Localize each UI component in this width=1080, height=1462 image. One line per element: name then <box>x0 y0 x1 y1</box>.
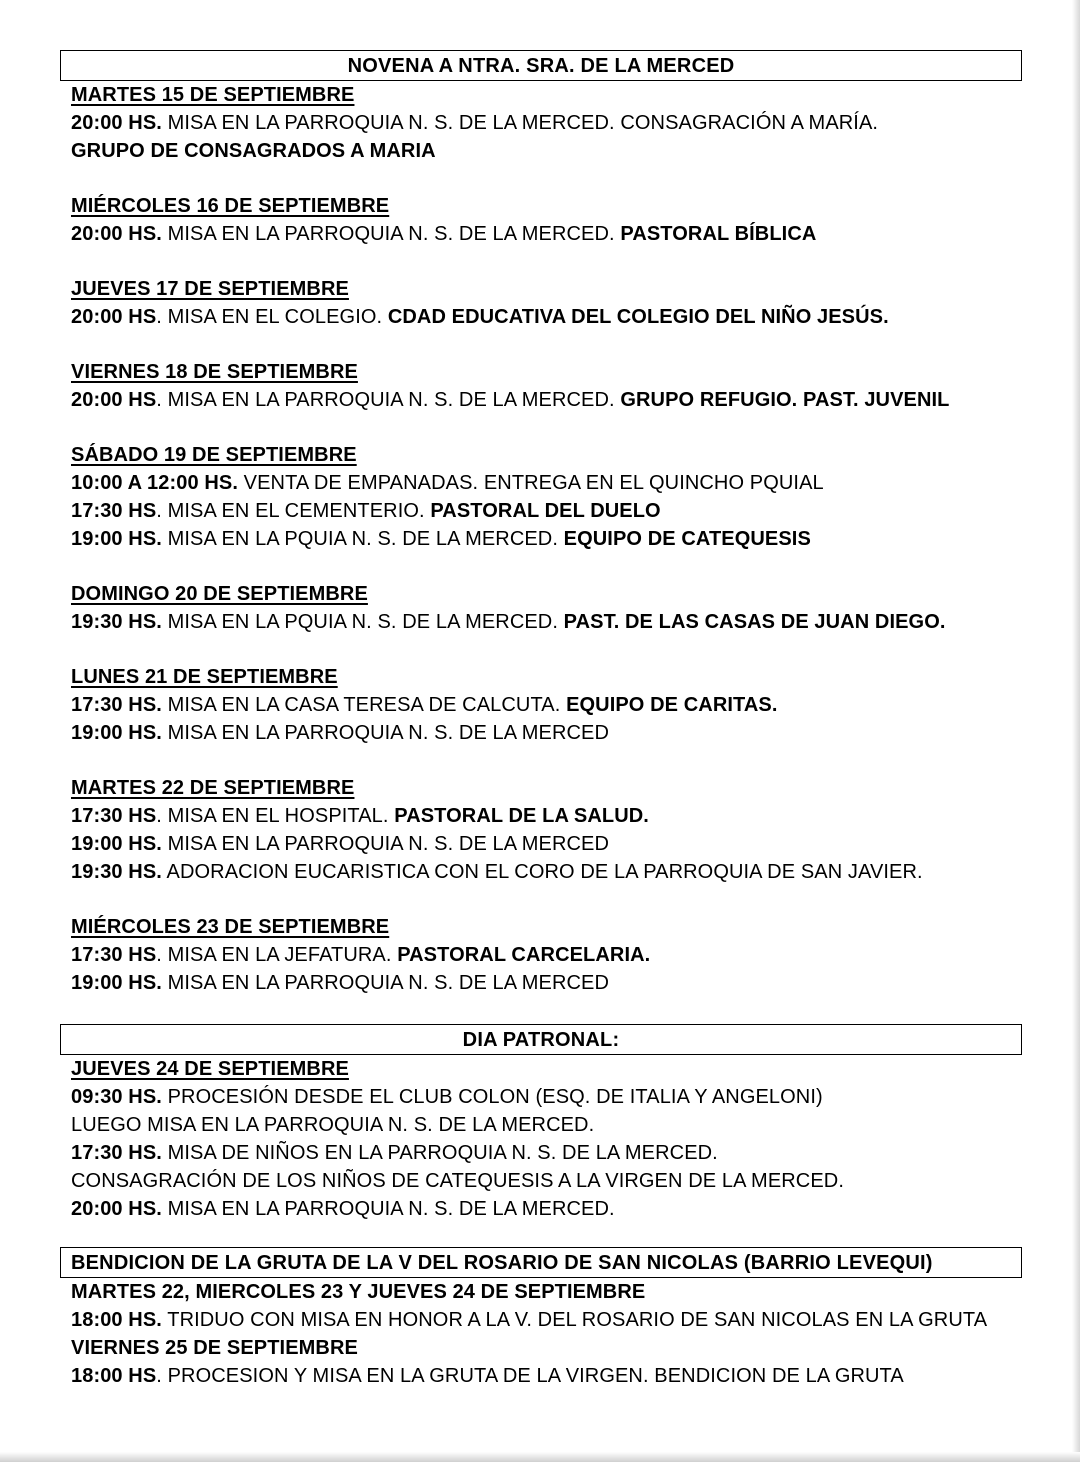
event-time: 20:00 HS <box>71 389 157 411</box>
event-description: . MISA EN LA JEFATURA. <box>156 944 398 966</box>
event-time: 19:00 HS. <box>71 722 162 744</box>
event-time: 19:30 HS. <box>71 861 162 883</box>
schedule-line <box>71 941 1022 969</box>
event-description: PROCESIÓN DESDE EL CLUB COLON (ESQ. DE ITALIA Y ANGELONI) <box>161 1086 823 1108</box>
date-line <box>71 580 1022 608</box>
day-block <box>60 275 1022 331</box>
event-description: LUEGO MISA EN LA PARROQUIA N. S. DE LA MERCED. <box>71 1114 595 1136</box>
page-bottom-shadow <box>0 1452 1080 1462</box>
day-date: SÁBADO 19 DE SEPTIEMBRE <box>71 444 357 466</box>
event-description: MISA EN LA PQUIA N. S. DE LA MERCED. <box>161 611 564 633</box>
day-block <box>60 580 1022 636</box>
schedule-line <box>71 137 1022 165</box>
event-time: 17:30 HS <box>71 500 157 522</box>
event-time: 17:30 HS. <box>71 694 162 716</box>
schedule-line <box>71 303 1022 331</box>
gruta-dates: VIERNES 25 DE SEPTIEMBRE <box>71 1337 358 1359</box>
event-group: GRUPO REFUGIO. PAST. JUVENIL <box>620 389 950 411</box>
event-time: 20:00 HS. <box>71 1198 162 1220</box>
event-description: MISA EN LA PARROQUIA N. S. DE LA MERCED <box>161 833 610 855</box>
day-block <box>60 913 1022 997</box>
schedule-line <box>71 1139 1022 1167</box>
schedule-line <box>71 386 1022 414</box>
event-description: MISA EN LA PARROQUIA N. S. DE LA MERCED. <box>161 1198 615 1220</box>
gruta-header: BENDICION DE LA GRUTA DE LA V DEL ROSARIO DE SAN NICOLAS (BARRIO LEVEQUI) <box>60 1247 1022 1278</box>
event-description: MISA EN LA PARROQUIA N. S. DE LA MERCED. CONSAGRACIÓN A MARÍA. <box>161 112 879 134</box>
day-date: JUEVES 17 DE SEPTIEMBRE <box>71 278 349 300</box>
event-description: TRIDUO CON MISA EN HONOR A LA V. DEL ROSARIO DE SAN NICOLAS EN LA GRUTA <box>161 1309 988 1331</box>
schedule-line <box>71 1111 1022 1139</box>
schedule-line <box>71 858 1022 886</box>
schedule-line <box>71 1167 1022 1195</box>
schedule-line <box>71 608 1022 636</box>
day-block <box>60 81 1022 165</box>
schedule-line <box>71 1195 1022 1223</box>
event-time: 18:00 HS <box>71 1365 157 1387</box>
date-line <box>71 81 1022 109</box>
day-date: LUNES 21 DE SEPTIEMBRE <box>71 666 338 688</box>
event-time: 17:30 HS <box>71 805 157 827</box>
event-description: ADORACION EUCARISTICA CON EL CORO DE LA PARROQUIA DE SAN JAVIER. <box>161 861 923 883</box>
novena-days <box>60 81 1022 997</box>
event-time: 19:00 HS. <box>71 528 162 550</box>
gruta-lines <box>71 1278 1022 1390</box>
schedule-line <box>71 1083 1022 1111</box>
event-group: PASTORAL DEL DUELO <box>430 500 661 522</box>
event-description: . MISA EN EL CEMENTERIO. <box>156 500 431 522</box>
event-description: MISA EN LA PARROQUIA N. S. DE LA MERCED <box>161 722 610 744</box>
novena-header: NOVENA A NTRA. SRA. DE LA MERCED <box>60 50 1022 81</box>
event-description: MISA EN LA CASA TERESA DE CALCUTA. <box>161 694 567 716</box>
day-date: DOMINGO 20 DE SEPTIEMBRE <box>71 583 368 605</box>
event-time: 10:00 A 12:00 HS. <box>71 472 238 494</box>
day-date: MIÉRCOLES 16 DE SEPTIEMBRE <box>71 195 390 217</box>
event-description: VENTA DE EMPANADAS. ENTREGA EN EL QUINCHO PQUIAL <box>237 472 824 494</box>
event-group: GRUPO DE CONSAGRADOS A MARIA <box>71 140 436 162</box>
patronal-day <box>60 1055 1022 1223</box>
event-description: CONSAGRACIÓN DE LOS NIÑOS DE CATEQUESIS A LA VIRGEN DE LA MERCED. <box>71 1170 844 1192</box>
patronal-lines <box>71 1083 1022 1223</box>
event-group: PAST. DE LAS CASAS DE JUAN DIEGO. <box>563 611 946 633</box>
event-group: EQUIPO DE CARITAS. <box>566 694 778 716</box>
day-date: MARTES 15 DE SEPTIEMBRE <box>71 84 355 106</box>
event-time: 19:00 HS. <box>71 972 162 994</box>
day-block <box>60 358 1022 414</box>
schedule-line <box>71 719 1022 747</box>
day-block <box>60 441 1022 553</box>
date-line <box>71 913 1022 941</box>
schedule-line <box>71 802 1022 830</box>
event-group: PASTORAL DE LA SALUD. <box>394 805 649 827</box>
event-group: CDAD EDUCATIVA DEL COLEGIO DEL NIÑO JESÚS. <box>387 306 889 328</box>
event-description: MISA EN LA PARROQUIA N. S. DE LA MERCED <box>161 972 610 994</box>
date-line <box>71 192 1022 220</box>
date-line <box>71 663 1022 691</box>
date-line <box>71 774 1022 802</box>
event-description: MISA EN LA PQUIA N. S. DE LA MERCED. <box>161 528 564 550</box>
event-time: 09:30 HS. <box>71 1086 162 1108</box>
event-time: 17:30 HS <box>71 944 157 966</box>
event-description: MISA EN LA PARROQUIA N. S. DE LA MERCED. <box>161 223 621 245</box>
gruta-section <box>60 1278 1022 1390</box>
event-time: 20:00 HS <box>71 306 157 328</box>
schedule-line <box>71 830 1022 858</box>
event-description: . MISA EN LA PARROQUIA N. S. DE LA MERCED. <box>156 389 621 411</box>
day-date: VIERNES 18 DE SEPTIEMBRE <box>71 361 358 383</box>
day-block <box>60 663 1022 747</box>
schedule-line <box>71 525 1022 553</box>
event-time: 20:00 HS. <box>71 223 162 245</box>
event-time: 19:00 HS. <box>71 833 162 855</box>
schedule-line <box>71 109 1022 137</box>
event-description: . PROCESION Y MISA EN LA GRUTA DE LA VIRGEN. BENDICION DE LA GRUTA <box>156 1365 904 1387</box>
schedule-document <box>60 50 1022 1390</box>
event-time: 19:30 HS. <box>71 611 162 633</box>
date-line <box>71 358 1022 386</box>
event-group: PASTORAL BÍBLICA <box>620 223 817 245</box>
schedule-line <box>71 1362 1022 1390</box>
schedule-line <box>71 469 1022 497</box>
patronal-header: DIA PATRONAL: <box>60 1024 1022 1055</box>
event-description: . MISA EN EL COLEGIO. <box>156 306 388 328</box>
page-edge-shadow <box>1072 0 1080 1462</box>
date-line <box>71 275 1022 303</box>
gruta-date-line <box>71 1278 1022 1306</box>
event-group: EQUIPO DE CATEQUESIS <box>563 528 811 550</box>
day-date: MARTES 22 DE SEPTIEMBRE <box>71 777 355 799</box>
event-description: . MISA EN EL HOSPITAL. <box>156 805 395 827</box>
event-description: MISA DE NIÑOS EN LA PARROQUIA N. S. DE LA MERCED. <box>161 1142 718 1164</box>
day-date: MIÉRCOLES 23 DE SEPTIEMBRE <box>71 916 390 938</box>
schedule-line <box>71 1306 1022 1334</box>
patronal-date: JUEVES 24 DE SEPTIEMBRE <box>71 1058 349 1080</box>
event-time: 18:00 HS. <box>71 1309 162 1331</box>
schedule-line <box>71 220 1022 248</box>
day-block <box>60 774 1022 886</box>
event-time: 17:30 HS. <box>71 1142 162 1164</box>
schedule-line <box>71 969 1022 997</box>
gruta-date-line <box>71 1334 1022 1362</box>
event-time: 20:00 HS. <box>71 112 162 134</box>
date-line <box>71 441 1022 469</box>
schedule-line <box>71 497 1022 525</box>
gruta-dates: MARTES 22, MIERCOLES 23 Y JUEVES 24 DE SEPTIEMBRE <box>71 1281 646 1303</box>
schedule-line <box>71 691 1022 719</box>
event-group: PASTORAL CARCELARIA. <box>397 944 651 966</box>
day-block <box>60 192 1022 248</box>
